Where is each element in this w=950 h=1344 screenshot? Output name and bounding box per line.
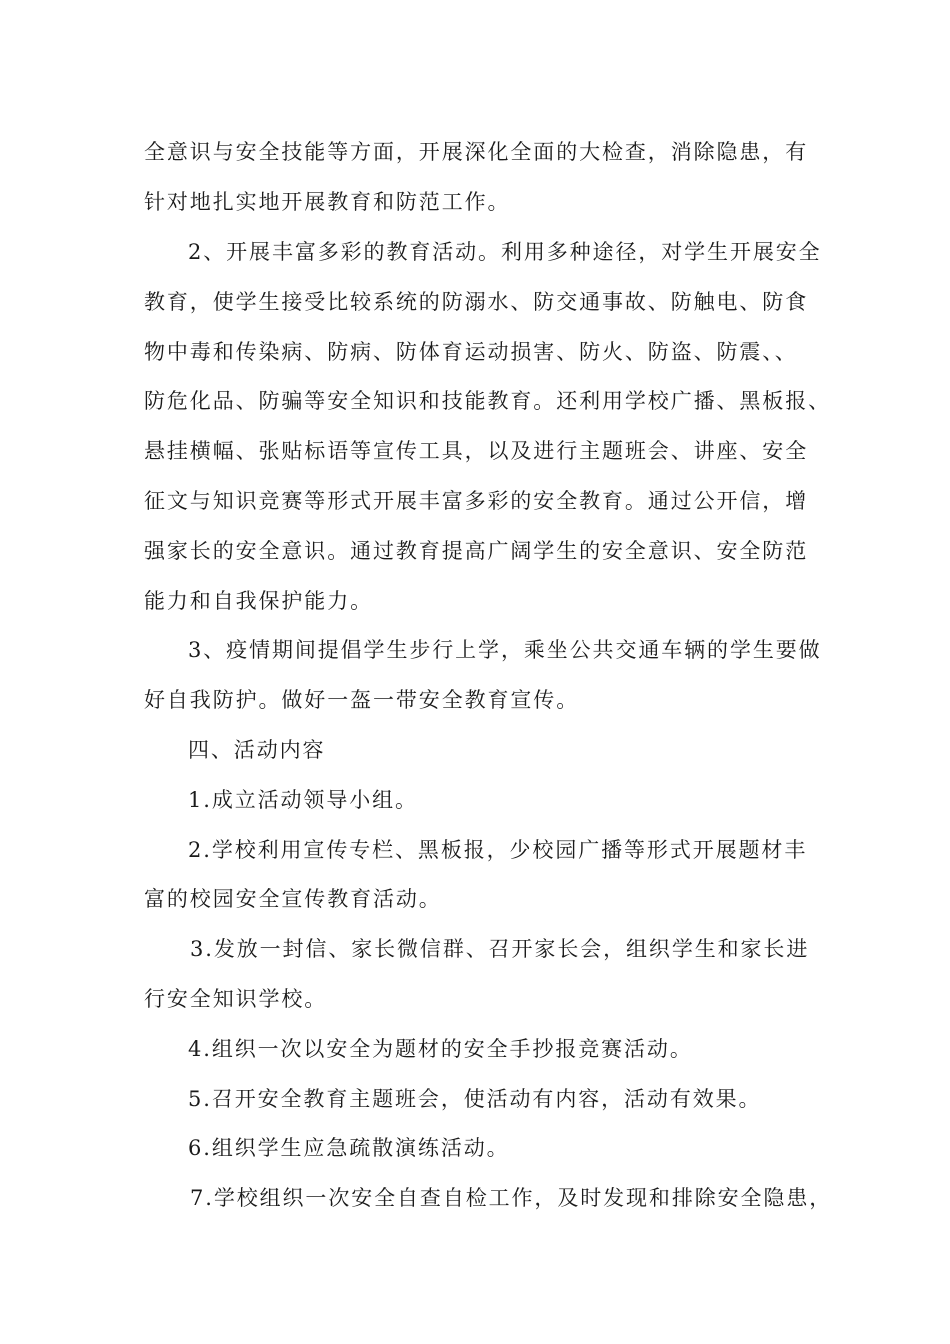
list-item: 6.组织学生应急疏散演练活动。 (188, 1136, 510, 1160)
text-line: 物中毒和传染病、防病、防体育运动损害、防火、防盗、防震、、 (144, 340, 798, 364)
text-line: 征文与知识竞赛等形式开展丰富多彩的安全教育。通过公开信，增 (144, 489, 809, 513)
list-item: 3.发放一封信、家长微信群、召开家长会，组织学生和家长进 (190, 937, 810, 961)
list-item: 5.召开安全教育主题班会，使活动有内容，活动有效果。 (188, 1087, 762, 1111)
text-line: 2、开展丰富多彩的教育活动。利用多种途径，对学生开展安全 (188, 240, 822, 264)
text-line: 教育，使学生接受比较系统的防溺水、防交通事故、防触电、防食 (144, 290, 809, 314)
text-line: 好自我防护。做好一盔一带安全教育宣传。 (144, 688, 580, 712)
list-item: 4.组织一次以安全为题材的安全手抄报竞赛活动。 (188, 1037, 693, 1061)
text-line: 3、疫情期间提倡学生步行上学，乘坐公共交通车辆的学生要做 (188, 638, 822, 662)
text-line: 针对地扎实地开展教育和防范工作。 (144, 190, 511, 214)
text-line: 富的校园安全宣传教育活动。 (144, 887, 442, 911)
text-line: 强家长的安全意识。通过教育提高广阔学生的安全意识、安全防范 (144, 539, 809, 563)
text-line: 防危化品、防骗等安全知识和技能教育。还利用学校广播、黑板报、 (144, 389, 831, 413)
text-line: 悬挂横幅、张贴标语等宣传工具，以及进行主题班会、讲座、安全 (144, 439, 809, 463)
text-line: 能力和自我保护能力。 (144, 589, 373, 613)
text-line: 全意识与安全技能等方面，开展深化全面的大检查，消除隐患，有 (144, 140, 809, 164)
text-line: 行安全知识学校。 (144, 987, 328, 1011)
list-item: 1.成立活动领导小组。 (188, 788, 418, 812)
section-heading: 四、活动内容 (188, 738, 326, 762)
list-item: 2.学校利用宣传专栏、黑板报，少校园广播等形式开展题材丰 (188, 838, 808, 862)
list-item: 7.学校组织一次安全自查自检工作，及时发现和排除安全隐患， (190, 1186, 833, 1210)
